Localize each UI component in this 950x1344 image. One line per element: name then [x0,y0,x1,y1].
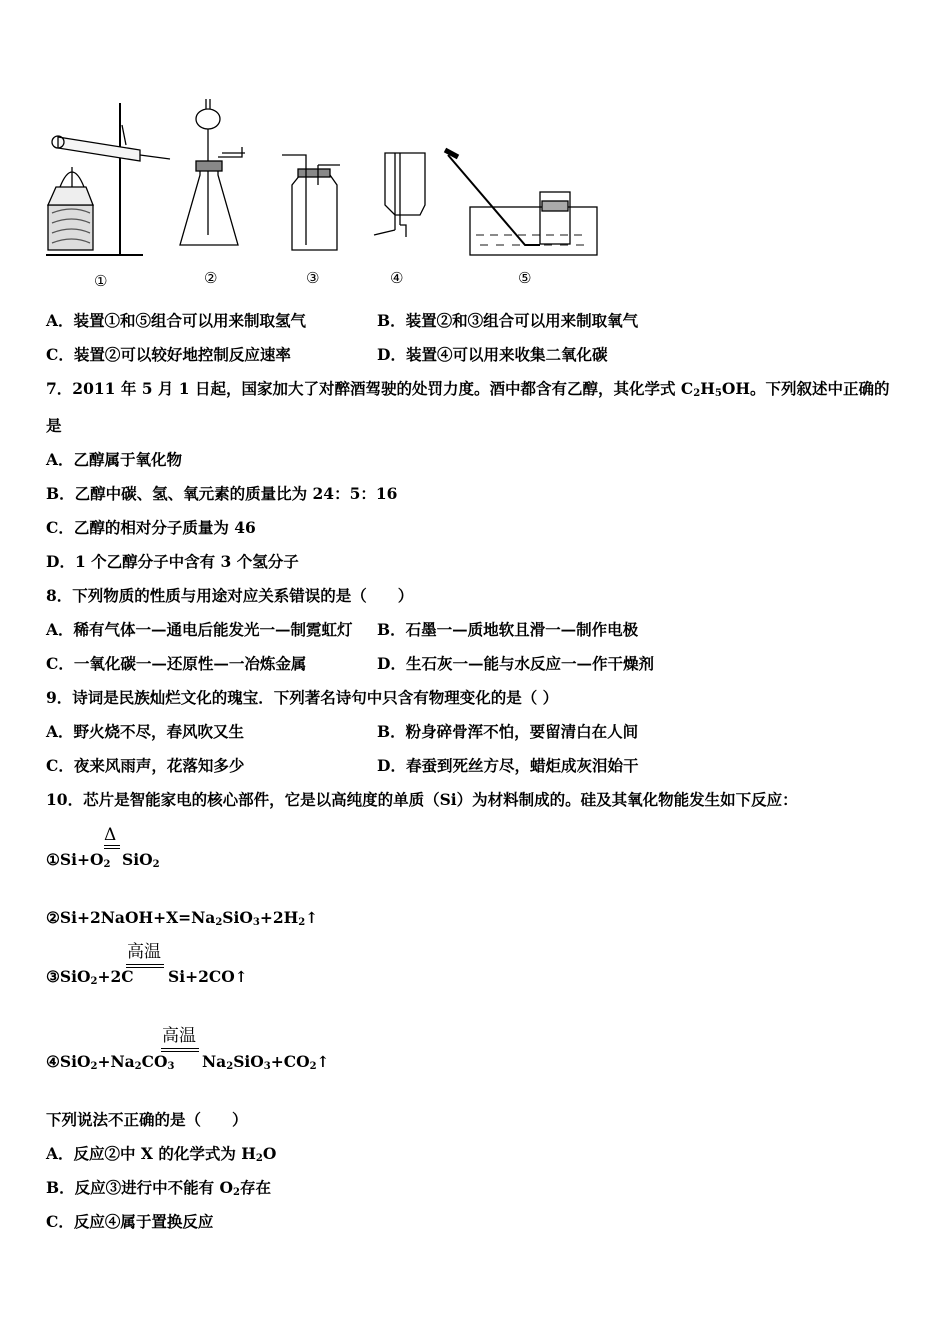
q10-option-a: A．反应②中 X 的化学式为 $H_2O$ [46,1144,277,1164]
apparatus-label-2: ② [204,269,218,287]
r3-condition-high-temp: 高温 [127,942,161,962]
reaction-1-right: SiO$_2$ [122,850,160,870]
r1-equals-bar-2 [104,848,120,849]
apparatus-label-3: ③ [306,269,320,287]
q10-stem: 10．芯片是智能家电的核心部件，它是以高纯度的单质（Si）为材料制成的。硅及其氧化物能发生如下反应： [46,790,798,809]
q6-option-a: A．装置①和⑤组合可以用来制取氢气 [46,311,307,330]
q7-option-b: B．乙醇中碳、氢、氧元素的质量比为 24：5：16 [46,484,398,503]
r1-equals-bar [104,845,120,846]
reaction-4-right: $Na_2SiO_3+CO_2↑$ [202,1052,330,1072]
apparatus-2-flask-separatory-funnel [180,99,245,245]
lab-apparatus-figure [40,95,610,295]
apparatus-5-water-trough-collection [445,150,597,255]
q9-option-d: D．春蚕到死丝方尽，蜡炬成灰泪始干 [377,756,639,775]
q9-option-b: B．粉身碎骨浑不怕，要留清白在人间 [377,722,639,741]
apparatus-4-inverted-collection-bottle [374,153,425,237]
q9-stem: 9．诗词是民族灿烂文化的瑰宝．下列著名诗句中只含有物理变化的是（ ） [46,688,559,707]
apparatus-1-heating-test-tube [46,103,170,255]
q7-stem-continued: 是 [46,416,62,435]
r4-equals-bar [161,1048,199,1049]
q7-stem: 7．2011 年 5 月 1 日起，国家加大了对醉酒驾驶的处罚力度。酒中都含有乙醇，其化学式 $C_2H_5OH$。下列叙述中正确的 [46,379,890,399]
apparatus-label-1: ① [94,272,108,290]
r1-condition-heat: Δ [104,825,117,845]
reaction-1-left: $①Si+O_2$ [46,850,111,870]
q6-option-c: C．装置②可以较好地控制反应速率 [46,345,291,364]
q8-option-c: C．一氧化碳一—还原性—一冶炼金属 [46,654,307,673]
q6-option-d: D．装置④可以用来收集二氧化碳 [377,345,608,364]
apparatus-3-gas-washing-bottle [282,155,340,250]
q6-option-b: B．装置②和③组合可以用来制取氧气 [377,311,639,330]
reaction-4-left: $④SiO_2+Na_2CO_3$ [46,1052,175,1072]
reaction-3-right: Si+2CO↑ [168,967,248,986]
r3-equals-bar [126,964,164,965]
q10-ask: 下列说法不正确的是（ ） [46,1110,248,1129]
q7-option-a: A．乙醇属于氧化物 [46,450,183,469]
apparatus-label-5: ⑤ [518,269,532,287]
q9-option-a: A．野火烧不尽，春风吹又生 [46,722,245,741]
reaction-3-left: ③SiO$_2$+2C [46,967,134,987]
r4-condition-high-temp: 高温 [162,1026,196,1046]
q8-option-b: B．石墨一—质地软且滑一—制作电极 [377,620,639,639]
reaction-2: $②Si+2NaOH+X=Na_2SiO_3+2H_2↑$ [46,908,319,928]
q9-option-c: C．夜来风雨声，花落知多少 [46,756,245,775]
q10-option-b: B．反应③进行中不能有 $O_2$存在 [46,1178,271,1198]
q10-option-c: C．反应④属于置换反应 [46,1212,214,1231]
q8-option-a: A．稀有气体一—通电后能发光一—制霓虹灯 [46,620,353,639]
q8-stem: 8．下列物质的性质与用途对应关系错误的是（ ） [46,586,414,605]
q7-option-d: D．1 个乙醇分子中含有 3 个氢分子 [46,552,299,571]
q7-option-c: C．乙醇的相对分子质量为 46 [46,518,256,537]
apparatus-label-4: ④ [390,269,404,287]
q8-option-d: D．生石灰一—能与水反应一—作干燥剂 [377,654,654,673]
